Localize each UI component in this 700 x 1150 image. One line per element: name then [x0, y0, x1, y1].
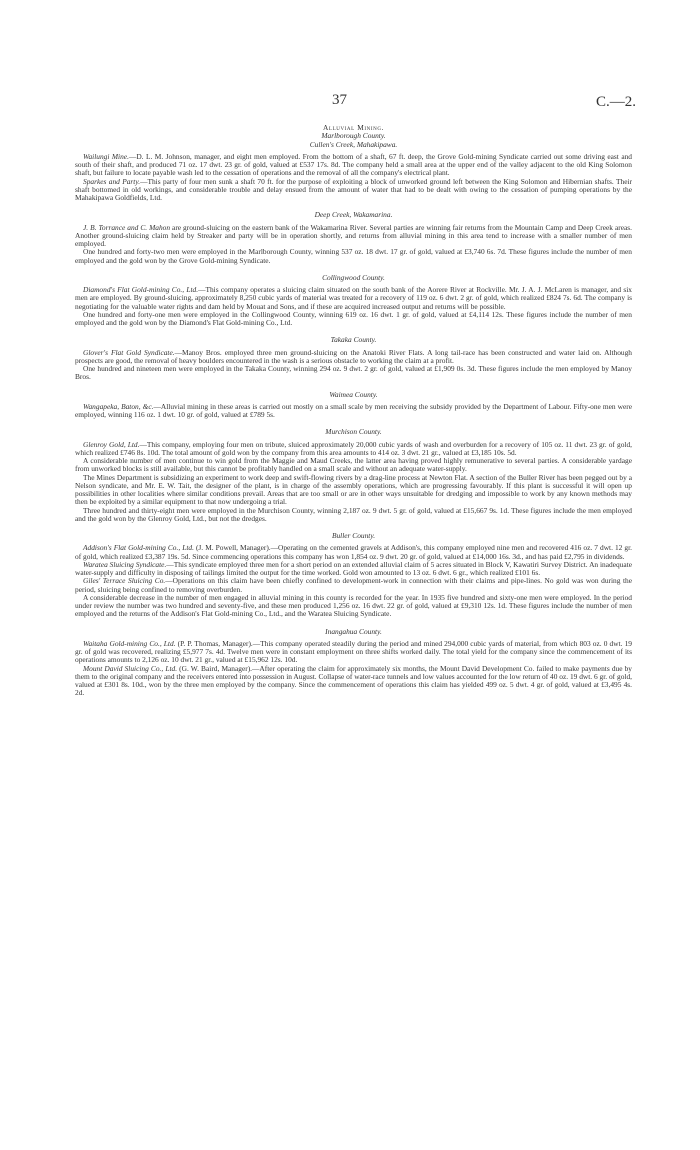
- paragraph-text: One hundred and forty-one men were employed in the Collingwood County, winning 619 oz. 16 dwt. 1 gr. of gold, valued at £4,114 12s. These figures include the number of men employed and the gold won by the Diamond's Flat Gold-mining Co., Ltd.: [75, 309, 632, 327]
- paragraph: [75, 561, 632, 578]
- paragraph: [75, 457, 632, 474]
- paragraph-text: —This party of four men sunk a shaft 70 ft. for the purpose of exploiting a block of unworked ground left between the King Solomon and Hibernian shafts. Their shaft bottomed in old workings, and considerable trouble and delay ensued from the amount of water that had to be dealt with owing to the cessation of pumping operations by the Mahakipawa Goldfields, Ltd.: [75, 176, 632, 202]
- section-heading: Alluvial Mining.: [322, 123, 385, 132]
- paragraph-text: The Mines Department is subsidizing an experiment to work deep and swift-flowing rivers by a drag-line process at Newton Flat. A section of the Buller River has been pegged out by a Nelson syndicate, and Mr. E. W. Tait, the designer of the plant, is in charge of the assembly operations, which are progressing favourably. If this plant is successful it will open up possibilities in other localities where similar conditions prevail. Areas that are too small or are in other ways unsuitable for dredging and impossible to work by any known methods may then be exploited by a similar equipment to that now undergoing a trial.: [75, 472, 632, 507]
- paragraph-lead: Sparkes and Party.: [83, 176, 141, 186]
- paragraph-text: (J. M. Powell, Manager).—Operating on the cemented gravels at Addison's, this company employed nine men and recovered 416 oz. 7 dwt. 12 gr. of gold, which realized £3,387 19s. 5d. Since commencing operations this company has won 1,854 oz. 9 dwt. 20 gr. of gold, valued at £14,000 16s. 3d., and has paid £2,795 in dividends.: [75, 543, 632, 561]
- paragraph-lead: Giles' Terrace Sluicing Co.: [83, 576, 166, 586]
- paragraph-lead: Waratea Sluicing Syndicate.: [83, 559, 167, 569]
- paragraph: [75, 474, 632, 507]
- paragraph-text: —This syndicate employed three men for a short period on an extended alluvial claim of 5 acres situated in Block V, Kawatiri Survey District. An inadequate water-supply and difficulty in disposing of tailings limited the output for the time worked. Gold won amounted to 13 oz. 6 dwt. 6 gr., which realized £101 6s.: [75, 559, 632, 577]
- section: [75, 382, 632, 420]
- paragraph: [75, 441, 632, 458]
- county-heading: Inangahua County.: [325, 626, 382, 636]
- paragraph-lead: Waitaha Gold-mining Co., Ltd.: [83, 638, 176, 648]
- paragraph-text: A considerable decrease in the number of men engaged in alluvial mining in this county is recorded for the year. In 1935 five hundred and sixty-one men were employed. In the period under review the number was two hundred and seventy-five, and these men produced 1,256 oz. 16 dwt. 22 gr. of gold, valued at £9,310 12s. 1d. These figures include the number of men employed and the returns of the Addison's Flat Gold-mining Co., Ltd., and the Waratea Sluicing Syndicate.: [75, 592, 632, 619]
- paragraph-text: —Manoy Bros. employed three men ground-sluicing on the Anatoki River Flats. A long tail-race has been constructed and water laid on. Although prospects are good, the removal of heavy boulders encountered in the wash is a serious obstacle to working the claim at a profit.: [75, 347, 632, 365]
- paragraph: [75, 248, 632, 265]
- county-heading: Marlborough County.: [321, 131, 386, 141]
- paragraph-lead: Diamond's Flat Gold-mining Co., Ltd.: [83, 285, 199, 294]
- paragraph-lead: Wailungi Mine.: [83, 151, 129, 161]
- paragraph-lead: Mount David Sluicing Co., Ltd.: [83, 663, 178, 673]
- paragraph-text: One hundred and nineteen men were employed in the Takaka County, winning 294 oz. 9 dwt. 2 gr. of gold, valued at £1,909 0s. 3d. These figures include the men employed by Manoy Bros.: [75, 364, 632, 382]
- section: [75, 124, 632, 202]
- document-reference: C.—2.: [596, 94, 637, 110]
- paragraph: [75, 507, 632, 524]
- paragraph: [75, 544, 632, 561]
- paragraph: [75, 178, 632, 203]
- paragraph: [75, 403, 632, 420]
- paragraph-text: are ground-sluicing on the eastern bank of the Wakamarina River. Several parties are winning fair returns from the Mountain Camp and Deep Creek areas. Another ground-sluicing claim held by Streaker and party will be in operation shortly, and returns from alluvial mining in this area tend to increase with a smaller number of men employed.: [75, 222, 632, 248]
- paragraph-text: —Operations on this claim have been chiefly confined to development-work in connection with their claims and pipe-lines. No gold was won during the period, sluicing being confined to removing overburden.: [75, 576, 632, 594]
- paragraph: [75, 594, 632, 619]
- section: [75, 523, 632, 619]
- county-heading: Buller County.: [331, 531, 376, 540]
- paragraph-text: (G. W. Baird, Manager).—After operating the claim for approximately six months, the Mount David Development Co. failed to make payments due by them to the original company and the receivers entered into possession in August. Collapse of water-race tunnels and low values accounted for the low return of 40 oz. 19 dwt. 6 gr. of gold, valued at £301 8s. 10d., won by the three men employed by the company. Since the commencement of operations this claim has yielded 499 oz. 5 dwt. 4 gr. of gold, valued at £3,495 4s. 2d.: [75, 663, 632, 698]
- paragraph: [75, 365, 632, 382]
- section: [75, 327, 632, 381]
- county-heading: Collingwood County.: [322, 272, 385, 282]
- paragraph: [75, 311, 632, 328]
- section: [75, 419, 632, 523]
- page-number: 37: [332, 92, 347, 108]
- paragraph-text: —Alluvial mining in these areas is carried out mostly on a small scale by men receiving the subsidy provided by the Department of Labour. Fifty-one men were employed, winning 116 oz. 1 dwt. 10 gr. of gold, valued at £789 5s.: [75, 401, 632, 419]
- paragraph: [75, 349, 632, 366]
- paragraph-text: —D. L. M. Johnson, manager, and eight men employed. From the bottom of a shaft, 67 ft. deep, the Grove Gold-mining Syndicate carried out some driving east and south of their shaft, and produced 71 oz. 17 dwt. 23 gr. of gold, valued at £537 17s. 8d. The company held a small area at the upper end of the valley adjacent to the old King Solomon shaft, but failure to locate payable wash led to the cessation of operations and the removal of all the company's electrical plant.: [75, 151, 632, 178]
- county-heading: Waimea County.: [329, 389, 378, 399]
- section: [75, 202, 632, 265]
- paragraph-text: A considerable number of men continue to win gold from the Maggie and Maud Creeks, the latter area having proved highly remunerative to several parties. A considerable yardage from unworked blocks is still available, but this cannot be profitably handled on a small scale and without an adequate water-supply.: [75, 456, 632, 474]
- paragraph-text: Three hundred and thirty-eight men were employed in the Murchison County, winning 2,187 oz. 9 dwt. 5 gr. of gold, valued at £15,667 9s. 1d. These figures include the men employed and the gold won by the Glenroy Gold, Ltd., but not the dredges.: [75, 505, 632, 523]
- paragraph-lead: J. B. Torrance and C. Mahon: [83, 222, 171, 232]
- paragraph-lead: Glover's Flat Gold Syndicate.: [83, 347, 175, 357]
- paragraph: [75, 665, 632, 698]
- locality-heading: Deep Creek, Wakamarina.: [314, 210, 393, 220]
- county-heading: Takaka County.: [330, 335, 377, 345]
- paragraph: [75, 577, 632, 594]
- paragraph-text: One hundred and forty-two men were employed in the Marlborough County, winning 537 oz. 18 dwt. 17 gr. of gold, valued at £3,740 6s. 7d. These figures include the number of men employed and the gold won by the Grove Gold-mining Syndicate.: [75, 247, 632, 265]
- paragraph: [75, 153, 632, 178]
- paragraph: [75, 286, 632, 311]
- county-heading: Murchison County.: [325, 427, 382, 437]
- section: [75, 619, 632, 698]
- paragraph: [75, 640, 632, 665]
- paragraph-lead: Addison's Flat Gold-mining Co., Ltd.: [83, 543, 194, 553]
- paragraph-text: (P. P. Thomas, Manager).—This company operated steadily during the period and mined 294,000 cubic yards of material, from which 803 oz. 0 dwt. 19 gr. of gold was recovered, realizing £5,977 7s. 4d. Twelve men were in constant employment on three shifts worked daily. The total yield for the company since the commencement of its operations amounts to 2,126 oz. 10 dwt. 21 gr., valued at £15,962 12s. 10d.: [75, 638, 632, 665]
- paragraph-lead: Wangapeka, Baton, &c.: [83, 401, 154, 411]
- paragraph: [75, 224, 632, 249]
- paragraph-lead: Glenroy Gold, Ltd.: [83, 439, 140, 449]
- section: [75, 265, 632, 328]
- document-body: [75, 124, 632, 698]
- paragraph-text: —This company operates a sluicing claim situated on the south bank of the Aorere River at Rockville. Mr. J. A. J. McLaren is manager, and six men are employed. By ground-sluicing, approximately 8,250 cubic yards of material was treated for a recovery of 119 oz. 6 dwt. 2 gr. of gold, which realized £824 7s. 6d. The company is negotiating for the valuable water rights and dam held by Mouat and Sons, and if these are acquired increased output and returns will be possible.: [75, 285, 632, 311]
- locality-heading: Cullen's Creek, Mahakipawa.: [309, 139, 398, 149]
- paragraph-text: —This company, employing four men on tribute, sluiced approximately 20,000 cubic yards of wash and overburden for a recovery of 105 oz. 11 dwt. 23 gr. of gold, which realized £746 8s. 10d. The total amount of gold won by the company from this area amounts to 414 oz. 3 dwt. 21 gr., valued at £3,185 10s. 5d.: [75, 439, 632, 457]
